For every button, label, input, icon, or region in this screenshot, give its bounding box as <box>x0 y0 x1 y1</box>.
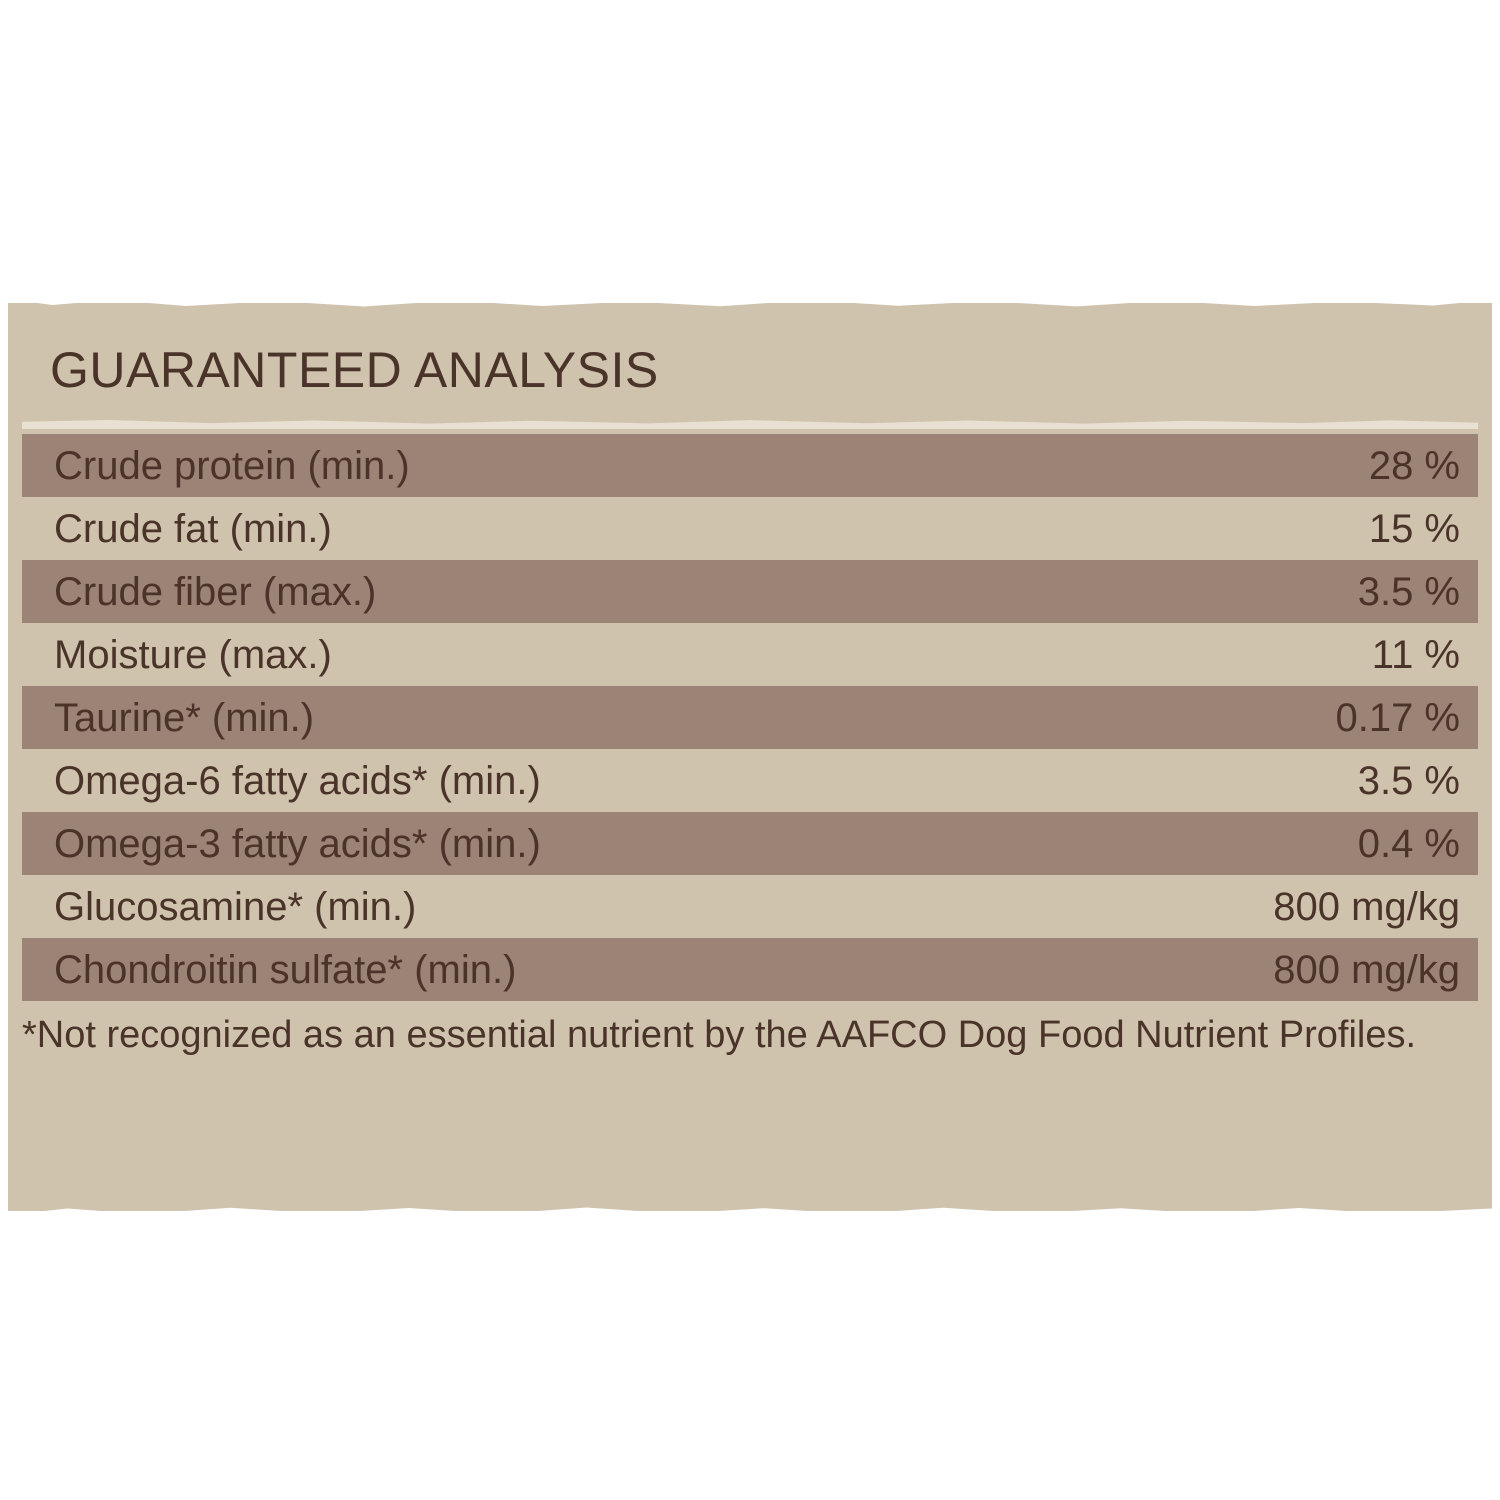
nutrient-value: 0.17 % <box>1335 695 1460 740</box>
table-row <box>22 812 1478 875</box>
nutrient-label: Omega-3 fatty acids* (min.) <box>54 821 541 866</box>
table-row <box>22 497 1478 560</box>
footnote: *Not recognized as an essential nutrient by the AAFCO Dog Food Nutrient Profiles. <box>22 1014 1417 1056</box>
nutrient-value: 11 % <box>1371 632 1460 677</box>
table-row <box>22 938 1478 1001</box>
table-row <box>22 560 1478 623</box>
nutrition-table <box>22 434 1478 1001</box>
table-row <box>22 623 1478 686</box>
nutrient-label: Taurine* (min.) <box>54 695 315 740</box>
nutrient-label: Crude protein (min.) <box>54 443 410 488</box>
nutrient-label: Crude fiber (max.) <box>54 569 377 614</box>
title-divider <box>22 420 1478 429</box>
page-title: GUARANTEED ANALYSIS <box>50 342 659 398</box>
nutrient-label: Glucosamine* (min.) <box>54 884 417 929</box>
nutrient-value: 0.4 % <box>1357 821 1460 866</box>
nutrient-label: Chondroitin sulfate* (min.) <box>54 947 517 992</box>
table-row <box>22 686 1478 749</box>
nutrient-value: 800 mg/kg <box>1273 947 1460 992</box>
nutrient-label: Omega-6 fatty acids* (min.) <box>54 758 541 803</box>
nutrient-value: 3.5 % <box>1357 758 1460 803</box>
nutrient-value: 15 % <box>1368 506 1460 551</box>
nutrient-value: 3.5 % <box>1357 569 1460 614</box>
nutrient-value: 800 mg/kg <box>1273 884 1460 929</box>
nutrient-value: 28 % <box>1368 443 1460 488</box>
table-row <box>22 749 1478 812</box>
table-row <box>22 875 1478 938</box>
guaranteed-analysis-panel <box>8 303 1492 1211</box>
nutrient-label: Crude fat (min.) <box>54 506 332 551</box>
table-row <box>22 434 1478 497</box>
nutrient-label: Moisture (max.) <box>54 632 332 677</box>
